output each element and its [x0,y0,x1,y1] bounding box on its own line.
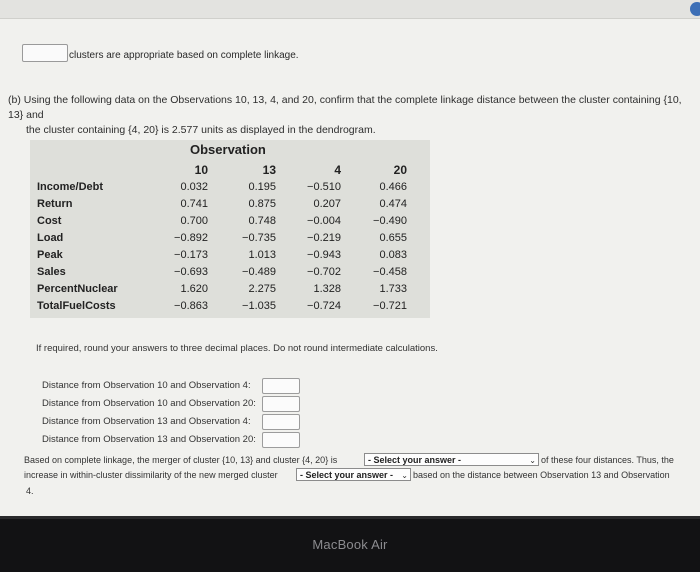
rounding-instruction: If required, round your answers to three decimal places. Do not round intermediate calculations. [36,343,438,354]
row-label: Income/Debt [37,181,104,193]
bezel-edge [0,516,700,519]
device-label: MacBook Air [312,537,388,552]
column-header-obs-4: 4 [334,163,341,177]
table-cell: 0.655 [379,232,407,244]
table-cell: 1.620 [180,283,208,295]
table-cell: 0.875 [248,198,276,210]
conclusion-text-1: Based on complete linkage, the merger of cluster {10, 13} and cluster {4, 20} is [24,455,338,465]
distance-input[interactable] [262,414,300,430]
table-cell: 1.328 [313,283,341,295]
table-cell: −0.863 [174,300,208,312]
distance-label: Distance from Observation 13 and Observation 20: [42,434,256,445]
column-header-obs-13: 13 [262,163,276,177]
table-cell: −0.943 [307,249,341,261]
table-cell: 0.207 [313,198,341,210]
column-header-obs-20: 20 [393,163,407,177]
table-cell: −0.004 [307,215,341,227]
distance-input[interactable] [262,396,300,412]
circle-button-icon[interactable] [690,2,700,16]
row-label: Sales [37,266,66,278]
conclusion-text-4: based on the distance between Observation 13 and Observation [413,470,670,480]
table-cell: −0.219 [307,232,341,244]
dissimilarity-basis-select[interactable] [296,468,411,481]
table-cell: 0.748 [248,215,276,227]
conclusion-text-2: of these four distances. Thus, the [541,455,674,465]
table-cell: 0.032 [180,181,208,193]
distance-label: Distance from Observation 13 and Observation 4: [42,416,251,427]
table-cell: 0.741 [180,198,208,210]
table-cell: 2.275 [248,283,276,295]
browser-top-strip [0,0,700,19]
conclusion-text-5: 4. [26,486,34,496]
dissimilarity-basis-select-value: - Select your answer - [300,470,394,480]
part-b-line2: the cluster containing {4, 20} is 2.577 units as displayed in the dendrogram. [26,124,376,136]
row-label: Load [37,232,64,244]
merger-comparison-select-value: - Select your answer - [368,455,462,465]
merger-comparison-select[interactable] [364,453,539,466]
table-cell: 0.195 [248,181,276,193]
chevron-down-icon: ⌄ [401,471,408,480]
clusters-count-input[interactable] [22,44,68,62]
table-cell: 1.733 [379,283,407,295]
part-b-line1: (b) Using the following data on the Observations 10, 13, 4, and 20, confirm that the complete linkage distance between the cluster containing {10, 13} and [8,94,682,121]
row-label: TotalFuelCosts [37,300,116,312]
distance-label: Distance from Observation 10 and Observation 4: [42,380,251,391]
table-cell: −0.173 [174,249,208,261]
table-cell: −0.510 [307,181,341,193]
part-a-text: clusters are appropriate based on complete linkage. [69,50,299,61]
table-cell: 0.474 [379,198,407,210]
table-cell: 0.700 [180,215,208,227]
conclusion-text-3: increase in within-cluster dissimilarity of the new merged cluster [24,470,278,480]
table-cell: −0.735 [242,232,276,244]
column-header-obs-10: 10 [194,163,208,177]
row-label: Cost [37,215,62,227]
part-b-question [8,93,688,138]
table-cell: −0.724 [307,300,341,312]
chevron-down-icon: ⌄ [529,456,536,465]
table-cell: −1.035 [242,300,276,312]
table-cell: −0.458 [373,266,407,278]
table-cell: 0.083 [379,249,407,261]
table-cell: 1.013 [248,249,276,261]
table-cell: −0.892 [174,232,208,244]
table-cell: −0.693 [174,266,208,278]
row-label: Return [37,198,73,210]
row-label: Peak [37,249,63,261]
table-cell: −0.490 [373,215,407,227]
table-cell: 0.466 [379,181,407,193]
table-cell: −0.721 [373,300,407,312]
distance-input[interactable] [262,432,300,448]
distance-label: Distance from Observation 10 and Observation 20: [42,398,256,409]
table-cell: −0.489 [242,266,276,278]
table-cell: −0.702 [307,266,341,278]
row-label: PercentNuclear [37,283,118,295]
observation-header: Observation [190,142,266,157]
distance-input[interactable] [262,378,300,394]
